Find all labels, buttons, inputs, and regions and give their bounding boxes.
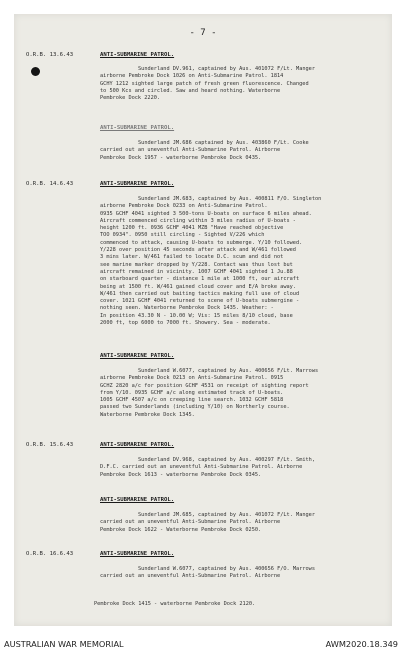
entry-heading: ANTI-SUBMARINE PATROL. [100, 52, 175, 58]
entry-text [100, 196, 385, 327]
text-line: cover. 1021 GCHF 4041 returned to scene of U-boats submergine - [100, 298, 300, 305]
text-line: 3 mins later. W/461 failed to locate D.C. scum and did not [100, 254, 284, 261]
text-line: Sunderland JM.686 captained by Aus. 403860 F/Lt. Cooke [138, 140, 309, 146]
text-line: height 1200 ft. 0936 GCHF 4041 MZB "Have reached objective [100, 225, 284, 232]
entry-heading: ANTI-SUBMARINE PATROL. [100, 353, 175, 359]
footer-reference: AWM2020.18.349 [325, 639, 398, 649]
punch-hole [31, 67, 40, 76]
text-line: nothing seen. Waterborne Pembroke Dock 1435. Weather: - [100, 305, 274, 312]
entry-heading: ANTI-SUBMARINE PATROL. [100, 125, 175, 131]
text-line: TOO 0934". 0950 still circling - Sighted V/226 which [100, 232, 265, 239]
text-line: being at 1500 ft. W/461 gained cloud cover and E/A broke away. [100, 283, 296, 290]
text-line: Sunderland JM.685, captained by Aus. 401072 F/Lt. Manger [138, 512, 316, 518]
entry-text [100, 368, 385, 419]
text-line: W/461 then carried out baiting tactics making full use of cloud [100, 290, 300, 297]
orb-reference: O.R.B. 15.6.43 [26, 442, 74, 448]
text-line: Pembroke Dock 2220. [100, 95, 161, 102]
entry-text [100, 457, 385, 479]
entry-heading: ANTI-SUBMARINE PATROL. [100, 551, 175, 557]
text-line: Pembroke Dock 1613 - waterborne Pembroke Dock 0345. [100, 471, 262, 478]
orb-reference: O.R.B. 14.6.43 [26, 181, 74, 187]
text-line: In position 43.30 N - 10.00 W; Vis: 15 miles 8/10 cloud, base [100, 312, 293, 319]
entry-heading: ANTI-SUBMARINE PATROL. [100, 181, 175, 187]
text-line: Waterborne Pembroke Dock 1345. [100, 411, 195, 418]
entry-text [100, 66, 385, 102]
entry-heading: ANTI-SUBMARINE PATROL. [100, 497, 175, 503]
text-line: airborne Pembroke Dock 0213 on Anti-Submarine Patrol. 0915 [100, 375, 284, 382]
text-line: from Y/10. 0935 GCHF a/c along estimated track of U-boats. [100, 389, 284, 396]
text-line: Pembroke Dock 1415 - waterborne Pembroke Dock 2120. [94, 601, 256, 607]
text-line: Pembroke Dock 1957 - waterborne Pembroke Dock 0435. [100, 154, 262, 161]
text-line: Sunderland DV.961, captained by Aus. 401072 F/Lt. Manger [138, 66, 316, 72]
text-line: Sunderland W.6077, captained by Aus. 400656 F/O. Marrows [138, 566, 316, 572]
entry-text [100, 512, 385, 534]
continuation-text [94, 601, 379, 608]
text-line: airborne Pembroke Dock 0233 on Anti-Submarine Patrol. [100, 203, 268, 210]
text-line: carried out an uneventful Anti-Submarine Patrol. Airborne [100, 147, 281, 154]
entry-text [100, 566, 385, 581]
text-line: commenced to attack, causing U-boats to submerge. Y/10 followed. [100, 239, 303, 246]
text-line: Sunderland DV.968, captained by Aus. 400297 F/Lt. Smith, [138, 457, 316, 463]
orb-reference: O.R.B. 16.6.43 [26, 551, 74, 557]
text-line: passed two Sunderlands (including Y/10) on Northerly course. [100, 404, 290, 411]
text-line: 2000 ft, top 6000 to 7000 ft. Showery. Sea - moderate. [100, 320, 271, 327]
entry-heading: ANTI-SUBMARINE PATROL. [100, 442, 175, 448]
text-line: carried out an uneventful Anti-Submarine Patrol. Airborne [100, 519, 281, 526]
text-line: GCHY 1212 sighted large patch of fresh green fluorescence. Changed [100, 80, 309, 87]
text-line: aircraft remained in vicinity. 1007 GCHF 4041 sighted 1 Ju.88 [100, 268, 293, 275]
text-line: 0935 GCHF 4041 sighted 3 500-tons U-boats on surface 6 miles ahead. [100, 210, 312, 217]
text-line: 1005 GCHF 4507 a/c on creeping line search. 1032 GCHF 5818 [100, 397, 284, 404]
text-line: Y/228 over position 45 seconds after attack and W/461 followed [100, 247, 296, 254]
text-line: to 500 Kcs and circled. Saw and heard nothing. Waterborne [100, 87, 281, 94]
document-page [14, 14, 392, 626]
text-line: on starboard quarter - distance 1 mile at 1000 ft, our aircraft [100, 276, 300, 283]
text-line: GCHZ 2820 a/c for position GCHF 4531 on receipt of sighting report [100, 382, 309, 389]
archive-footer [0, 636, 404, 653]
text-line: see marine marker dropped by Y/228. Contact was thus lost but [100, 261, 293, 268]
text-line: Aircraft commenced circling within 3 miles radius of U-boats - [100, 217, 296, 224]
orb-reference: O.R.B. 13.6.43 [26, 52, 74, 58]
entry-text [100, 140, 385, 162]
text-line: carried out an uneventful Anti-Submarine Patrol. Airborne [100, 573, 281, 580]
text-line: Pembroke Dock 1622 - Waterborne Pembroke Dock 0250. [100, 526, 262, 533]
page-number: - 7 - [189, 28, 217, 38]
text-line: airborne Pembroke Dock 1026 on Anti-Submarine Patrol. 1814 [100, 73, 284, 80]
text-line: Sunderland W.6077, captained by Aus. 400656 F/Lt. Marrows [138, 368, 319, 374]
text-line: Sunderland JM.683, captained by Aus. 400811 F/O. Singleton [138, 196, 322, 202]
text-line: D.F.C. carried out an uneventful Anti-Submarine Patrol. Airborne [100, 464, 303, 471]
footer-source: AUSTRALIAN WAR MEMORIAL [4, 639, 124, 649]
